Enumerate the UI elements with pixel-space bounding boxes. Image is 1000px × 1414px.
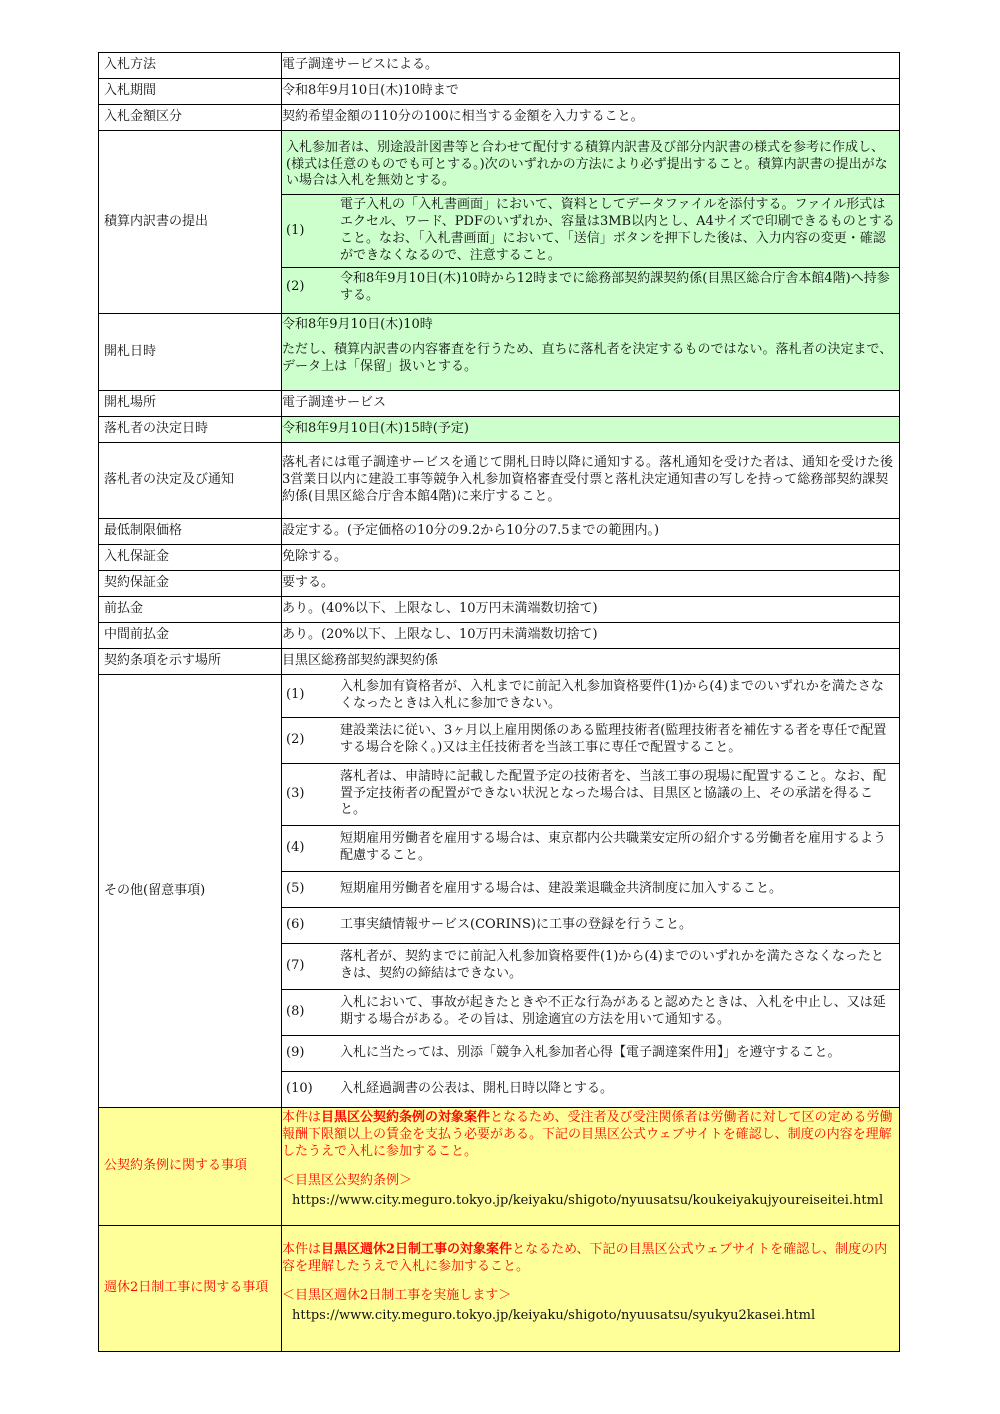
row-place: [99, 391, 900, 417]
estimate-methods: [282, 194, 899, 307]
note-number: (8): [282, 989, 336, 1035]
row-public-contract: [99, 1108, 900, 1226]
note-number: (9): [282, 1035, 336, 1071]
note-item: [282, 1071, 899, 1107]
estimate-details: [282, 131, 900, 314]
row-terms-place: [99, 649, 900, 675]
row-min-price: [99, 519, 900, 545]
row-notice: [99, 443, 900, 519]
item-text: 令和8年9月10日(木)10時から12時までに総務部契約課契約係(目黒区総合庁舎本館4階)へ持参する。: [336, 267, 899, 307]
text-suffix: となるため、下記の目黒区公式ウェブサイトを確認し、制度の内容を理解したうえで入札に参加すること。: [282, 1242, 888, 1274]
item-number: (2): [282, 267, 336, 307]
note-item: [282, 825, 899, 871]
note-item: [282, 675, 899, 717]
estimate-item: [282, 195, 899, 268]
row-period: [99, 79, 900, 105]
note-number: (10): [282, 1071, 336, 1107]
row-value: 電子調達サービス: [282, 391, 900, 417]
row-label: 開札日時: [99, 314, 282, 391]
two-day-off-url[interactable]: https://www.city.meguro.tokyo.jp/keiyaku/shigoto/nyuusatsu/syukyu2kasei.html: [292, 1307, 816, 1323]
row-estimate: [99, 131, 900, 314]
note-text: 落札者が、契約までに前記入札参加資格要件(1)から(4)までのいずれかを満たさなくなったときは、契約の締結はできない。: [336, 943, 899, 989]
opening-datetime: 令和8年9月10日(木)10時: [282, 317, 433, 332]
text-prefix: 本件は: [282, 1110, 322, 1125]
opening-note: ただし、積算内訳書の内容審査を行うため、直ちに落札者を決定するものではない。落札者の決定まで、データ上は「保留」扱いとする。: [282, 341, 893, 374]
note-number: (1): [286, 687, 305, 703]
row-label: 契約保証金: [99, 571, 282, 597]
row-amount: [99, 105, 900, 131]
emphasis-text: 目黒区週休2日制工事の対象案件: [321, 1242, 513, 1257]
row-label: 契約条項を示す場所: [99, 649, 282, 675]
note-number: (4): [282, 825, 336, 871]
opening-details: [282, 314, 900, 391]
estimate-item: [282, 267, 899, 307]
public-contract-details: [282, 1108, 900, 1226]
link-title: ＜目黒区週休2日制工事を実施します＞: [282, 1287, 512, 1303]
note-item: [282, 871, 899, 907]
row-label: 入札方法: [99, 53, 282, 79]
row-label: 中間前払金: [99, 623, 282, 649]
note-number: (5): [282, 871, 336, 907]
row-label: その他(留意事項): [99, 675, 282, 1108]
item-number: (1): [282, 195, 336, 268]
note-text: 工事実績情報サービス(CORINS)に工事の登録を行うこと。: [336, 907, 899, 943]
item-text: 電子入札の「入札書画面」において、資料としてデータファイルを添付する。ファイル形式はエクセル、ワード、PDFのいずれか、容量は3MB以内とし、A4サイズで印刷できるものとすること。なお、「入札書画面」において、「送信」ボタンを押下した後は、入力内容の変更・確認ができなくなるので、注意すること。: [336, 195, 899, 268]
note-number: (7): [282, 943, 336, 989]
note-text: 短期雇用労働者を雇用する場合は、東京都内公共職業安定所の紹介する労働者を雇用するよう配慮すること。: [336, 825, 899, 871]
note-item: [282, 763, 899, 825]
note-text: 入札に当たっては、別添「競争入札参加者心得【電子調達案件用】」を遵守すること。: [336, 1035, 899, 1071]
row-label: 落札者の決定及び通知: [99, 443, 282, 519]
row-label: 前払金: [99, 597, 282, 623]
row-value: 設定する。(予定価格の10分の9.2から10分の7.5までの範囲内。): [282, 519, 900, 545]
other-notes-list: [282, 675, 899, 1107]
row-label: 入札期間: [99, 79, 282, 105]
row-advance: [99, 597, 900, 623]
note-text: 入札において、事故が起きたときや不正な行為があると認めたときは、入札を中止し、又は延期する場合がある。その旨は、別途適宜の方法を用いて通知する。: [336, 989, 899, 1035]
row-label: 週休2日制工事に関する事項: [99, 1226, 282, 1352]
note-number: (3): [282, 763, 336, 825]
row-value: 電子調達サービスによる。: [282, 53, 900, 79]
note-number: (2): [282, 717, 336, 763]
note-text: 短期雇用労働者を雇用する場合は、建設業退職金共済制度に加入すること。: [336, 871, 899, 907]
bid-conditions-table: [98, 52, 900, 1352]
note-text: 建設業法に従い、3ヶ月以上雇用関係のある監理技術者(監理技術者を補佐する者を専任で配置する場合を除く。)又は主任技術者を当該工事に専任で配置すること。: [336, 717, 899, 763]
row-value: 目黒区総務部契約課契約係: [282, 649, 900, 675]
note-text: 入札経過調書の公表は、開札日時以降とする。: [336, 1071, 899, 1107]
row-label: 入札保証金: [99, 545, 282, 571]
note-text: 落札者は、申請時に記載した配置予定の技術者を、当該工事の現場に配置すること。なお、配置予定技術者の配置ができない状況となった場合は、目黒区と協議の上、その承諾を得ること。: [336, 763, 899, 825]
row-value: 令和8年9月10日(木)15時(予定): [282, 417, 900, 443]
text-suffix: となるため、受注者及び受注関係者は労働者に対して区の定める労働報酬下限額以上の賃金を支払う必要がある。下記の目黒区公式ウェブサイトを確認し、制度の内容を理解したうえで入札に参加すること。: [282, 1110, 893, 1159]
row-label: 積算内訳書の提出: [99, 131, 282, 314]
row-value: 免除する。: [282, 545, 900, 571]
note-item: [282, 943, 899, 989]
row-contract-bond: [99, 571, 900, 597]
two-day-off-details: [282, 1226, 900, 1352]
row-bid-bond: [99, 545, 900, 571]
row-other: [99, 675, 900, 1108]
row-value: あり。(20%以下、上限なし、10万円未満端数切捨て): [282, 623, 900, 649]
two-day-off-text: [282, 1242, 899, 1276]
row-value: 要する。: [282, 571, 900, 597]
emphasis-text: 目黒区公契約条例の対象案件: [321, 1110, 491, 1125]
row-mid-advance: [99, 623, 900, 649]
row-label: 落札者の決定日時: [99, 417, 282, 443]
row-method: [99, 53, 900, 79]
row-decision-date: [99, 417, 900, 443]
row-two-day-off: [99, 1226, 900, 1352]
row-label: 公契約条例に関する事項: [99, 1108, 282, 1226]
estimate-intro: 入札参加者は、別途設計図書等と合わせて配付する積算内訳書及び部分内訳書の様式を参考に作成し、(様式は任意のものでも可とする。)次のいずれかの方法により必ず提出すること。積算内訳書の提出がない場合は入札を無効とする。: [286, 139, 888, 189]
public-contract-text: [282, 1110, 899, 1161]
other-notes: [282, 675, 900, 1108]
row-value: 契約希望金額の110分の100に相当する金額を入力すること。: [282, 105, 900, 131]
note-item: [282, 1035, 899, 1071]
row-opening: [99, 314, 900, 391]
note-number: (6): [282, 907, 336, 943]
note-text: 入札参加有資格者が、入札までに前記入札参加資格要件(1)から(4)までのいずれかを満たさなくなったときは入札に参加できない。: [340, 678, 884, 711]
link-title: ＜目黒区公契約条例＞: [282, 1172, 413, 1188]
text-prefix: 本件は: [282, 1242, 322, 1257]
note-item: [282, 907, 899, 943]
public-contract-url[interactable]: https://www.city.meguro.tokyo.jp/keiyaku/shigoto/nyuusatsu/koukeiyakujyoureiseitei.html: [292, 1192, 884, 1208]
row-value: あり。(40%以下、上限なし、10万円未満端数切捨て): [282, 597, 900, 623]
note-item: [282, 989, 899, 1035]
row-label: 入札金額区分: [99, 105, 282, 131]
row-label: 開札場所: [99, 391, 282, 417]
row-value: 令和8年9月10日(木)10時まで: [282, 79, 900, 105]
row-value: 落札者には電子調達サービスを通じて開札日時以降に通知する。落札通知を受けた者は、通知を受けた後3営業日以内に建設工事等競争入札参加資格審査受付票と落札決定通知書の写しを持って総務部契約課契約係(目黒区総合庁舎本館4階)に来庁すること。: [282, 443, 900, 519]
row-label: 最低制限価格: [99, 519, 282, 545]
note-item: [282, 717, 899, 763]
